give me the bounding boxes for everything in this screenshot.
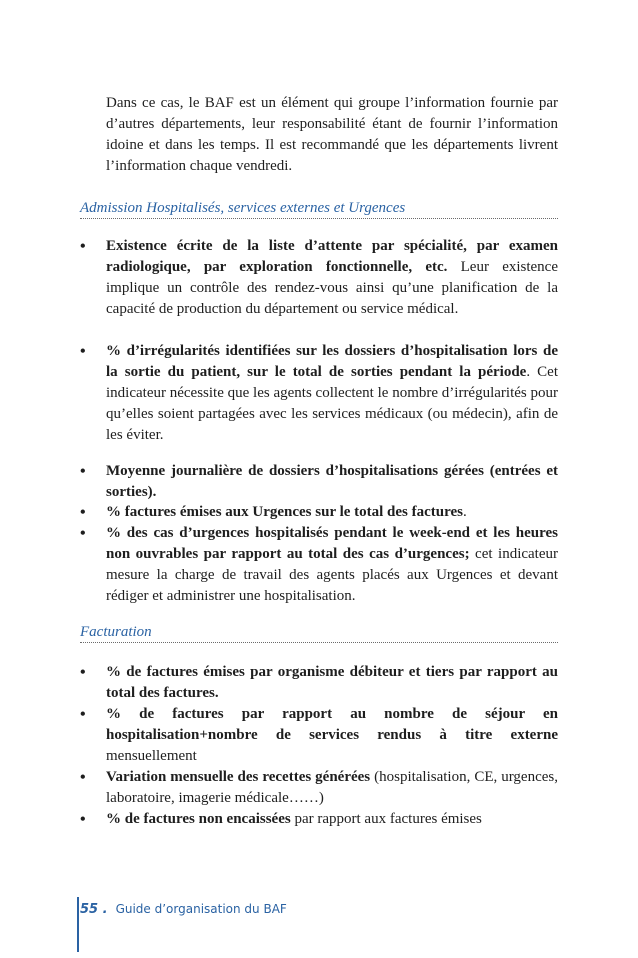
item-bold-text: % des cas d’urgences hospitalisés pendant le week-end et les heures non ouvrables par rapport au total des cas d’urgences; xyxy=(106,525,558,562)
bullet-icon: • xyxy=(80,463,86,480)
bullet-icon: • xyxy=(80,525,86,542)
item-text: par rapport aux factures émises xyxy=(290,811,482,827)
section-heading-admission: Admission Hospitalisés, services externes et Urgences xyxy=(80,198,558,219)
item-text: . Cet indicateur nécessite que les agents collectent le nombre d’irrégularités pour qu’elles soient partagées avec les services médicaux (ou médecin), afin de les éviter. xyxy=(106,364,558,443)
item-bold-text: % de factures non encaissées xyxy=(106,811,291,827)
page-footer xyxy=(80,902,287,917)
bullet-icon: • xyxy=(80,811,86,828)
item-bold-text: Moyenne journalière de dossiers d’hospitalisations gérées (entrées et sorties). xyxy=(106,463,558,500)
item-bold-text: % de factures par rapport au nombre de séjour en hospitalisation+nombre de services rendus à titre externe xyxy=(106,706,558,743)
footer-rule xyxy=(77,897,79,952)
bullet-icon: • xyxy=(80,343,86,360)
item-text: . xyxy=(463,504,467,520)
item-bold-text: % factures émises aux Urgences sur le total des factures xyxy=(106,504,464,520)
page-number: 55 . xyxy=(80,902,108,917)
bullet-icon: • xyxy=(80,769,86,786)
item-text: (hospitalisation, CE, urgences, laboratoire, imagerie médicale……) xyxy=(106,769,558,806)
item-text: cet indicateur mesure la charge de travail des agents placés aux Urgences et devant rédiger et administrer une hospitalisation. xyxy=(106,546,558,604)
bullet-icon: • xyxy=(80,664,86,681)
item-bold-text: Existence écrite de la liste d’attente par spécialité, par examen radiologique, par exploration fonctionnelle, etc. xyxy=(106,238,558,275)
bullet-icon: • xyxy=(80,238,86,255)
bullet-icon: • xyxy=(80,504,86,521)
intro-paragraph: Dans ce cas, le BAF est un élément qui groupe l’information fournie par d’autres départements, leur responsabilité étant de fournir l’information idoine et dans les temps. Il est recommandé que les départements livrent l’information chaque vendredi. xyxy=(106,95,558,174)
item-text: Leur existence implique un contrôle des rendez-vous ainsi qu’une planification de la capacité de production du département ou service médical. xyxy=(106,259,558,317)
bullet-icon: • xyxy=(80,706,86,723)
section-heading-facturation: Facturation xyxy=(80,622,558,643)
item-bold-text: Variation mensuelle des recettes générées xyxy=(106,769,371,785)
item-bold-text: % de factures émises par organisme débiteur et tiers par rapport au total des factures. xyxy=(106,664,558,701)
item-bold-text: % d’irrégularités identifiées sur les dossiers d’hospitalisation lors de la sortie du patient, sur le total de sorties pendant la période xyxy=(106,343,558,380)
footer-title: Guide d’organisation du BAF xyxy=(115,902,287,916)
item-text: mensuellement xyxy=(106,748,197,764)
